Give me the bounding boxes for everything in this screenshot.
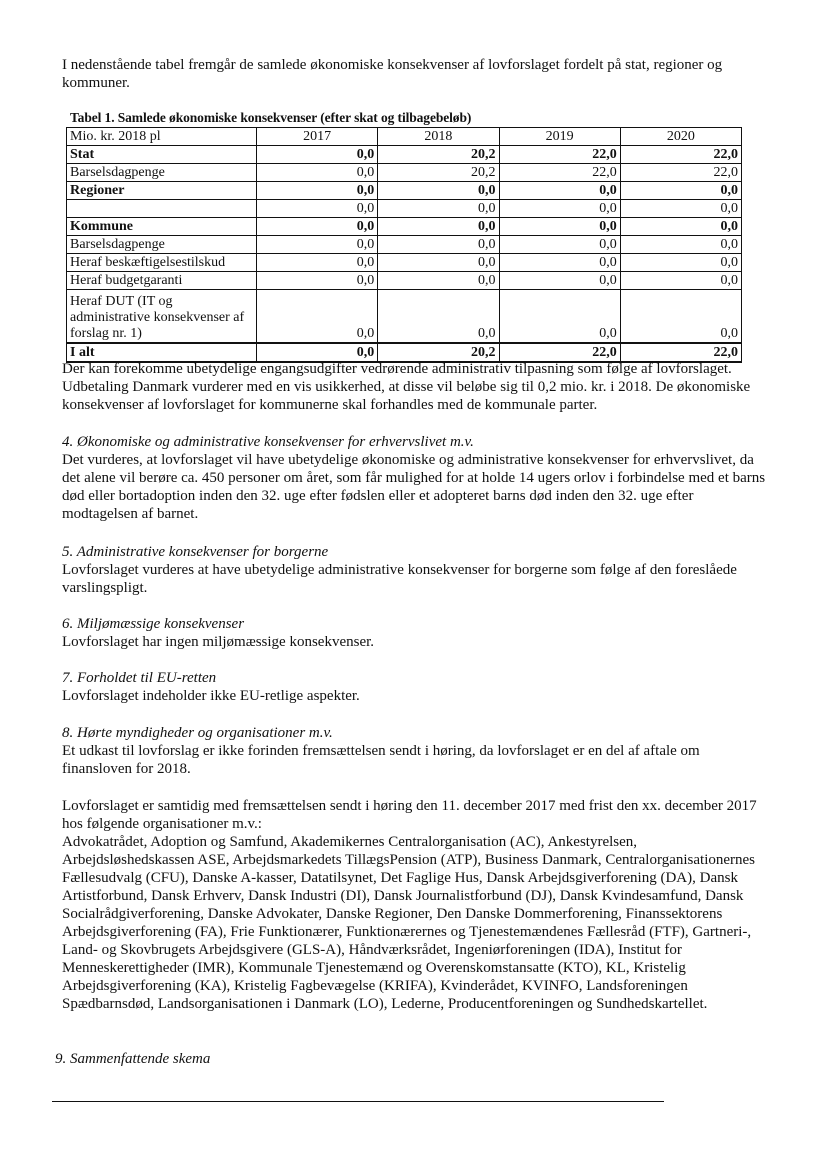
cell-value: 0,0: [620, 218, 741, 236]
section-heading: 7. Forholdet til EU-retten: [62, 670, 217, 686]
table-row: [67, 164, 742, 182]
row-label: Barselsdagpenge: [67, 236, 257, 254]
cell-value: 0,0: [499, 218, 620, 236]
cell-value: 20,2: [378, 164, 499, 182]
cell-value: 0,0: [499, 290, 620, 344]
table-row: [67, 200, 742, 218]
cell-value: 22,0: [620, 164, 741, 182]
economic-consequences-table: [66, 127, 742, 363]
table-header-cell: 2020: [620, 128, 741, 146]
after-table-paragraph: Der kan forekomme ubetydelige engangsudgifter vedrørende administrativ tilpasning som følge af lovforslaget. Udbetaling Danmark vurderer med en vis usikkerhed, at disse vil beløbe sig til 0,2 mio. kr. i 2018. De økonomiske konsekvenser af lovforslaget for kommunerne skal forhandles med de kommunale parter.: [62, 361, 751, 413]
table-row: [67, 290, 742, 344]
intro-paragraph: I nedenstående tabel fremgår de samlede økonomiske konsekvenser af lovforslaget fordelt på stat, regioner og kommuner.: [62, 57, 723, 91]
table-caption: Tabel 1. Samlede økonomiske konsekvenser (efter skat og tilbagebeløb): [70, 110, 472, 125]
cell-value: 0,0: [257, 272, 378, 290]
cell-value: 0,0: [378, 182, 499, 200]
table-header-cell: 2018: [378, 128, 499, 146]
cell-value: 0,0: [257, 236, 378, 254]
footer-divider: [52, 1101, 664, 1102]
cell-value: 0,0: [499, 254, 620, 272]
section-body: Det vurderes, at lovforslaget vil have ubetydelige økonomiske og administrative konsekvenser for erhvervslivet, da det alene vil berøre ca. 450 personer om året, som får mulighed for at holde 14 ugers orlov i forbindelse med et barns død eller bortadoption inden den 32. uge efter fødslen eller et adopteret barns død inden den 32. uge efter modtagelsen af barnet.: [62, 452, 766, 522]
cell-value: 0,0: [257, 200, 378, 218]
cell-value: 0,0: [499, 236, 620, 254]
section-heading: 9. Sammenfattende skema: [55, 1051, 211, 1067]
cell-value: 22,0: [499, 146, 620, 164]
section-body: Lovforslaget vurderes at have ubetydelige administrative konsekvenser for borgerne som følge af den foreslåede varslingspligt.: [62, 562, 737, 596]
section-6: [62, 615, 767, 651]
section-body: Lovforslaget indeholder ikke EU-retlige aspekter.: [62, 688, 360, 704]
section-5: [62, 543, 767, 597]
cell-value: 0,0: [620, 290, 741, 344]
table-row-kommune: [67, 218, 742, 236]
row-label: Barselsdagpenge: [67, 164, 257, 182]
table-header-cell: Mio. kr. 2018 pl: [67, 128, 257, 146]
cell-value: 0,0: [257, 254, 378, 272]
hearing-organisations: Advokatrådet, Adoption og Samfund, Akademikernes Centralorganisation (AC), Ankestyrelsen, Arbejdsløshedskassen ASE, Arbejdsmarkedets TillægsPension (ATP), Business Danmark, Centralorganisationernes Fællesudvalg (CFU), Danske A-kasser, Datatilsynet, Det Faglige Hus, Dansk Arbejdsgiverforening (DA), Dansk Artistforbund, Dansk Erhverv, Dansk Industri (DI), Dansk Journalistforbund (DJ), Dansk Kvindesamfund, Dansk Socialrådgiverforening, Danske Advokater, Danske Regioner, Den Danske Dommerforening, Finanssektorens Arbejdsgiverforening (FA), Frie Funktionærer, Funktionærernes og Tjenestemændenes Fællesråd (FTF), Gartneri-, Land- og Skovbrugets Arbejdsgivere (GLS-A), Håndværksrådet, Ingeniørforeningen (IDA), Institut for Menneskerettigheder (IMR), Kommunale Tjenestemænd og Overenskomstansatte (KTO), KL, Kristelig Arbejdsgiverforening (KA), Kristelig Fagbevægelse (KRIFA), Kvinderådet, KVINFO, Landsforeningen Spædbarnsdød, Landsorganisationen i Danmark (LO), Lederne, Producentforeningen og Sundhedskartellet.: [62, 834, 756, 1012]
cell-value: 22,0: [499, 164, 620, 182]
cell-value: 22,0: [620, 146, 741, 164]
cell-value: 0,0: [620, 272, 741, 290]
cell-value: 0,0: [257, 182, 378, 200]
row-label: [67, 200, 257, 218]
table-row: [67, 272, 742, 290]
section-heading: 8. Hørte myndigheder og organisationer m.v.: [62, 725, 333, 741]
section-heading: 4. Økonomiske og administrative konsekvenser for erhvervslivet m.v.: [62, 434, 474, 450]
row-label: Heraf DUT (IT og administrative konsekvenser af forslag nr. 1): [67, 290, 257, 344]
cell-value: 22,0: [499, 343, 620, 362]
cell-value: 22,0: [620, 343, 741, 362]
cell-value: 0,0: [499, 182, 620, 200]
section-body: Lovforslaget har ingen miljømæssige konsekvenser.: [62, 634, 375, 650]
cell-value: 20,2: [378, 146, 499, 164]
cell-value: 20,2: [378, 343, 499, 362]
section-9: [55, 1050, 760, 1068]
section-7: [62, 669, 767, 705]
cell-value: 0,0: [257, 146, 378, 164]
section-8: [62, 724, 767, 778]
section-heading: 5. Administrative konsekvenser for borgerne: [62, 544, 329, 560]
section-4: [62, 433, 767, 523]
section-heading: 6. Miljømæssige konsekvenser: [62, 616, 245, 632]
table-header-cell: 2017: [257, 128, 378, 146]
cell-value: 0,0: [378, 236, 499, 254]
cell-value: 0,0: [378, 200, 499, 218]
row-label: I alt: [67, 343, 257, 362]
cell-value: 0,0: [257, 218, 378, 236]
row-label: Stat: [67, 146, 257, 164]
cell-value: 0,0: [499, 200, 620, 218]
cell-value: 0,0: [620, 182, 741, 200]
row-label: Kommune: [67, 218, 257, 236]
hearing-intro: Lovforslaget er samtidig med fremsættelsen sendt i høring den 11. december 2017 med frist den xx. december 2017 hos følgende organisationer m.v.:: [62, 798, 757, 832]
cell-value: 0,0: [257, 290, 378, 344]
row-label: Heraf beskæftigelsestilskud: [67, 254, 257, 272]
cell-value: 0,0: [378, 272, 499, 290]
table-row: [67, 254, 742, 272]
cell-value: 0,0: [620, 236, 741, 254]
table-row-stat: [67, 146, 742, 164]
cell-value: 0,0: [257, 164, 378, 182]
cell-value: 0,0: [499, 272, 620, 290]
row-label: Regioner: [67, 182, 257, 200]
table-row-regioner: [67, 182, 742, 200]
section-body: Et udkast til lovforslag er ikke forinden fremsættelsen sendt i høring, da lovforslaget er en del af aftale om finansloven for 2018.: [62, 743, 700, 777]
cell-value: 0,0: [378, 254, 499, 272]
table-header-cell: 2019: [499, 128, 620, 146]
cell-value: 0,0: [378, 218, 499, 236]
row-label: Heraf budgetgaranti: [67, 272, 257, 290]
cell-value: 0,0: [378, 290, 499, 344]
hearing-list: [62, 797, 767, 1013]
cell-value: 0,0: [620, 200, 741, 218]
table-header-row: [67, 128, 742, 146]
table-row: [67, 236, 742, 254]
cell-value: 0,0: [257, 343, 378, 362]
cell-value: 0,0: [620, 254, 741, 272]
